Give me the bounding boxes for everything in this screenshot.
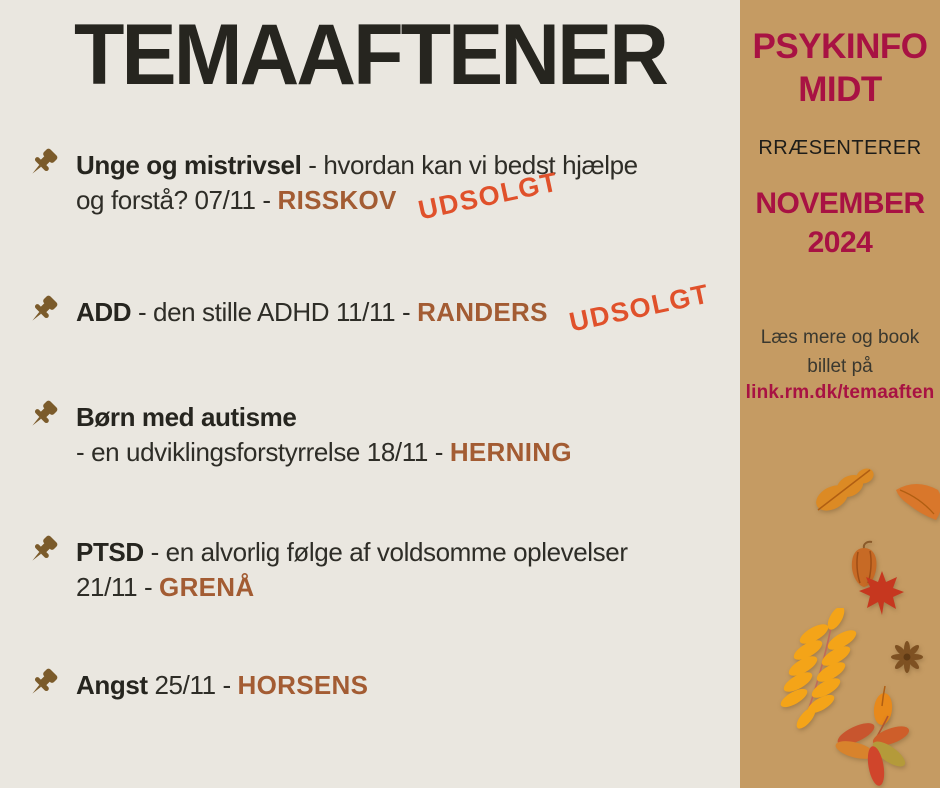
cta-line1: Læs mere og book <box>760 327 920 349</box>
pushpin-icon <box>26 293 62 332</box>
event-description: - en alvorlig følge af voldsomme oplevelser <box>143 537 628 567</box>
pushpin-icon <box>26 533 62 572</box>
sidebar <box>740 0 940 788</box>
month-line2: 2024 <box>807 226 873 260</box>
brand-line1: PSYKINFO <box>752 27 928 66</box>
event-text <box>76 535 628 605</box>
brand-line2: MIDT <box>798 69 882 109</box>
oak-leaf-decoration <box>810 462 880 523</box>
event-description: og forstå? 07/11 - <box>76 185 278 215</box>
event-location: HORSENS <box>237 670 369 700</box>
brand-title <box>740 0 940 111</box>
event-item <box>26 148 724 226</box>
event-description: - en udviklingsforstyrrelse 18/11 - <box>76 437 450 467</box>
event-description: - hvordan kan vi bedst hjælpe <box>301 150 638 180</box>
creeper-leaf-decoration <box>828 712 916 788</box>
event-item <box>26 278 724 338</box>
event-item <box>26 668 724 705</box>
month-line1: NOVEMBER <box>755 187 925 221</box>
event-description: 25/11 - <box>147 670 238 700</box>
month-label <box>740 184 940 262</box>
soldout-stamp: UDSOLGT <box>415 166 561 226</box>
event-title: PTSD <box>76 537 144 567</box>
maple-leaf-decoration <box>858 570 906 621</box>
pushpin-icon <box>26 666 62 705</box>
page-title: TEMAAFTENER <box>73 7 667 103</box>
pushpin-icon <box>26 146 62 185</box>
event-title: Unge og mistrivsel <box>76 150 302 180</box>
event-title: Børn med autisme <box>76 402 297 432</box>
edge-leaf-decoration <box>894 478 940 527</box>
event-location: RISSKOV <box>277 185 397 215</box>
event-description: 21/11 - <box>76 572 160 602</box>
event-location: HERNING <box>449 437 572 467</box>
event-item <box>26 400 724 470</box>
event-title: ADD <box>76 297 132 327</box>
event-text <box>76 278 713 338</box>
cta-text <box>740 324 940 381</box>
cta-line2: billet på <box>807 355 873 377</box>
event-text <box>76 148 638 226</box>
event-location: RANDERS <box>417 297 548 327</box>
presents-label: RRÆSENTERER <box>758 137 922 160</box>
booking-link[interactable]: link.rm.dk/temaaften <box>745 382 935 404</box>
event-location: GRENÅ <box>159 572 255 602</box>
star-anise-decoration <box>890 640 924 679</box>
event-text <box>76 400 572 470</box>
event-title: Angst <box>76 670 148 700</box>
event-item <box>26 535 724 605</box>
soldout-stamp: UDSOLGT <box>566 278 713 338</box>
event-text <box>76 668 368 703</box>
event-description: - den stille ADHD 11/11 - <box>131 297 418 327</box>
pushpin-icon <box>26 398 62 437</box>
